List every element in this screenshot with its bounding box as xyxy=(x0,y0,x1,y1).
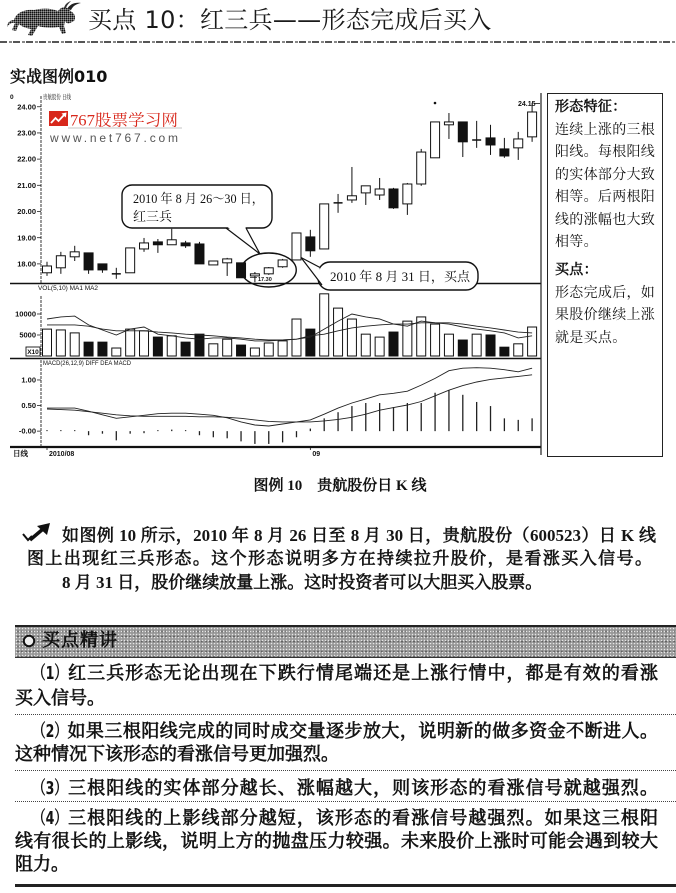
volume-bar xyxy=(444,334,453,356)
volume-bar xyxy=(264,343,273,356)
buy-line: 就是买点。 xyxy=(555,329,627,346)
volume-bar xyxy=(98,342,107,356)
callout-buy-point xyxy=(301,258,478,291)
pattern-line: 阳线。每根阳线 xyxy=(555,144,656,160)
volume-bar xyxy=(361,334,370,356)
candle xyxy=(292,233,301,260)
volume-bar xyxy=(223,339,232,356)
marker-dot xyxy=(434,102,437,105)
tick-label: 1.00 xyxy=(21,375,36,385)
volume-bar xyxy=(472,334,481,356)
item-number: （4） xyxy=(33,807,67,829)
candle-body-down xyxy=(153,242,162,245)
x-tick-label: 2010/08 xyxy=(49,451,75,458)
candle xyxy=(181,241,190,248)
tick-label: 24.00 xyxy=(17,102,36,112)
volume-bar xyxy=(195,334,204,356)
period-label: 日线 xyxy=(13,449,28,458)
volume-bar xyxy=(153,337,162,356)
list-item-1-line: 买入信号。 xyxy=(15,687,105,709)
stock-label: 贵航股份 日线 xyxy=(43,94,84,101)
section-header xyxy=(15,625,676,658)
tick-label: -0.00 xyxy=(18,426,36,436)
list-item-3-line xyxy=(33,777,658,800)
candle xyxy=(347,167,356,203)
volume-bar xyxy=(292,319,301,356)
candle-body-up xyxy=(431,122,440,158)
stock-chart xyxy=(0,88,548,463)
volume-bar xyxy=(514,344,523,356)
callout-text: 2010 年 8 月 26～30 日， xyxy=(133,191,273,206)
pattern-line: 相等。后两根阳 xyxy=(555,189,656,205)
volume-bar xyxy=(126,329,135,356)
candle xyxy=(320,204,329,249)
page-title: 买点 10：红三兵——形态完成后买入 xyxy=(88,6,492,34)
volume-bar xyxy=(500,347,509,356)
watermark-url: www.net767.com xyxy=(50,131,178,145)
volume-bar xyxy=(140,331,149,356)
candle-body-up xyxy=(528,112,537,137)
header-divider xyxy=(0,41,676,43)
volume-bar xyxy=(334,308,343,356)
buy-line: 果股价继续上涨 xyxy=(555,307,656,323)
candle-body-up xyxy=(43,266,52,273)
corner-label: 0 xyxy=(10,94,14,101)
high-price-label: 24.15 xyxy=(518,101,536,108)
volume-bar xyxy=(56,330,65,356)
pattern-line: 相等。 xyxy=(555,234,598,250)
candle-body-up xyxy=(167,240,176,245)
candle xyxy=(278,259,287,268)
macd-line-dea xyxy=(47,375,532,422)
pattern-line: 连续上涨的三根 xyxy=(555,121,656,138)
candle-body-down xyxy=(458,122,467,142)
low-price-label: 17.30 xyxy=(258,277,272,283)
volume-bar xyxy=(84,342,93,356)
volume-bar xyxy=(347,319,356,356)
candle-body-up xyxy=(70,252,79,257)
watermark-brand: 767股票学习网 xyxy=(70,112,175,130)
pattern-notes-box xyxy=(547,93,663,457)
figure-caption: 图例 10 贵航股份日 K 线 xyxy=(253,478,427,494)
candle-body-down xyxy=(486,138,495,145)
candle xyxy=(84,253,93,274)
candle xyxy=(500,138,509,158)
candle-body-up xyxy=(250,274,259,276)
tick-label: 18.00 xyxy=(17,259,36,269)
candle xyxy=(458,122,467,157)
candle-body-down xyxy=(181,243,190,246)
candle-body-down xyxy=(195,244,204,264)
buy-heading: 买点： xyxy=(555,262,598,278)
candle xyxy=(264,267,273,275)
circle-icon xyxy=(22,634,36,648)
candle-body-up xyxy=(403,184,412,204)
candle-body-up xyxy=(126,248,135,273)
candle-body-up xyxy=(223,259,232,263)
pattern-line: 线的涨幅也大致 xyxy=(555,211,656,228)
bottom-divider xyxy=(15,884,676,887)
candle-body-down xyxy=(84,253,93,270)
buy-line: 形态完成后，如 xyxy=(555,284,656,301)
volume-bar xyxy=(112,348,121,356)
volume-bar xyxy=(389,332,398,356)
candle xyxy=(112,268,121,279)
candle xyxy=(223,258,232,276)
candle xyxy=(70,246,79,261)
candle xyxy=(140,238,149,252)
section-title: 买点精讲 xyxy=(42,630,118,651)
callout-text: 2010 年 8 月 31 日，买点 xyxy=(330,269,470,284)
macd-panel xyxy=(47,368,532,444)
candle-body-up xyxy=(514,139,523,148)
volume-bar xyxy=(528,327,537,356)
tick-label: 19.00 xyxy=(17,233,36,243)
tick-label: 0.50 xyxy=(21,401,36,411)
candle xyxy=(444,113,453,139)
candle-body-up xyxy=(444,122,453,125)
candle-body-down xyxy=(389,189,398,208)
candle xyxy=(56,252,65,274)
volume-bar xyxy=(458,340,467,356)
candle xyxy=(209,261,218,265)
item-number: （3） xyxy=(33,777,67,799)
candle xyxy=(389,188,398,209)
bull-icon xyxy=(4,0,84,38)
list-item-4-line xyxy=(33,807,658,830)
candle-body-up xyxy=(140,243,149,249)
tick-label: 5000 xyxy=(19,330,36,340)
macd-line-diff xyxy=(47,368,532,426)
candle xyxy=(528,103,537,142)
intro-line: 图上出现红三兵形态。这个形态说明多方在持续拉升股价，是看涨买入信号。 xyxy=(27,548,652,568)
volume-bar xyxy=(306,329,315,356)
candle-body-down xyxy=(98,264,107,270)
candle xyxy=(167,229,176,245)
candle xyxy=(514,132,523,160)
candle xyxy=(361,186,370,205)
tick-label: 22.00 xyxy=(17,154,36,164)
list-item-4-line: 阻力。 xyxy=(15,853,69,875)
tick-label: 21.00 xyxy=(17,180,36,190)
x-tick-label: 09 xyxy=(312,451,321,458)
price-ticks xyxy=(17,102,41,268)
volume-bar xyxy=(43,329,52,356)
candle xyxy=(486,125,495,155)
candle xyxy=(417,149,426,186)
tick-label: 23.00 xyxy=(17,128,36,138)
candle xyxy=(43,262,52,276)
volume-bar xyxy=(237,345,246,356)
list-item-2-line: 这种情况下该形态的看涨信号更加强烈。 xyxy=(15,743,339,765)
candle-body-up xyxy=(347,196,356,200)
volume-bar xyxy=(375,337,384,356)
candle xyxy=(98,264,107,273)
pattern-line: 的实体部分大致 xyxy=(555,166,656,183)
volume-ma-line-ma1 xyxy=(47,314,532,341)
item-number: （2） xyxy=(33,720,67,742)
macd-ticks xyxy=(19,376,41,436)
intro-line: 如图例 10 所示，2010 年 8 月 26 日至 8 月 30 日，贵航股份（600523）日 K 线 xyxy=(62,525,656,545)
callout-text: 红三兵 xyxy=(133,209,173,224)
candle-body-up xyxy=(209,261,218,265)
list-item-4-line: 线有很长的上影线，说明上方的抛盘压力较强。未来股价上涨时可能会遇到较大 xyxy=(15,830,658,852)
item-number: （1） xyxy=(33,662,67,684)
item-text: 如果三根阳线完成的同时成交量逐步放大，说明新的做多资金不断进人。 xyxy=(67,720,658,742)
candle xyxy=(403,183,412,215)
candle xyxy=(153,239,162,253)
dotted-divider xyxy=(15,714,676,715)
candle xyxy=(431,122,440,158)
volume-bar xyxy=(209,344,218,356)
candle-body-up xyxy=(278,260,287,267)
volume-bar xyxy=(486,335,495,356)
candle xyxy=(195,242,204,264)
volume-bar xyxy=(431,324,440,356)
tick-label: 10000 xyxy=(15,309,36,319)
candle xyxy=(334,194,343,213)
intro-line: 8 月 31 日，股价继续放量上涨。这时投资者可以大胆买入股票。 xyxy=(62,572,543,592)
volume-bar xyxy=(320,294,329,356)
candle-body-up xyxy=(292,233,301,260)
tick-label: 20.00 xyxy=(17,207,36,217)
list-item-2-line xyxy=(33,720,658,743)
volume-unit-label: X10 xyxy=(27,349,39,356)
volume-bars xyxy=(43,294,537,356)
volume-bar xyxy=(181,342,190,356)
candle-body-up xyxy=(361,186,370,193)
volume-bar xyxy=(167,336,176,356)
candle-body-down xyxy=(500,149,509,156)
volume-bar xyxy=(278,341,287,356)
candle-body-down xyxy=(306,237,315,251)
candle-body-up xyxy=(375,189,384,195)
macd-label: MACD(26,12,9) DIFF DEA MACD xyxy=(43,361,132,367)
candle xyxy=(306,230,315,257)
list-item-1-line xyxy=(33,662,658,685)
volume-ticks xyxy=(15,310,41,340)
dotted-divider xyxy=(15,770,676,771)
item-text: 三根阳线的上影线部分越短，该形态的看涨信号越强烈。如果这三根阳 xyxy=(67,807,658,829)
candle-body-up xyxy=(264,268,273,274)
candle xyxy=(375,178,384,200)
pattern-heading: 形态特征： xyxy=(555,99,627,115)
volume-ma-line-ma2 xyxy=(47,323,532,340)
candle xyxy=(472,121,481,148)
watermark xyxy=(49,111,182,145)
candle-body-up xyxy=(417,152,426,184)
volume-label: VOL(5,10) MA1 MA2 xyxy=(38,286,99,292)
item-text: 红三兵形态无论出现在下跌行情尾端还是上涨行情中，都是有效的看涨 xyxy=(67,662,658,684)
check-arrow-icon xyxy=(22,523,52,543)
item-text: 三根阳线的实体部分越长、涨幅越大，则该形态的看涨信号就越强烈。 xyxy=(67,777,658,799)
candle-body-up xyxy=(320,204,329,249)
volume-bar xyxy=(70,333,79,356)
example-label: 实战图例010 xyxy=(10,67,108,86)
volume-bar xyxy=(250,348,259,356)
candle xyxy=(126,248,135,273)
dotted-divider xyxy=(15,801,676,802)
candle-body-up xyxy=(56,256,65,268)
